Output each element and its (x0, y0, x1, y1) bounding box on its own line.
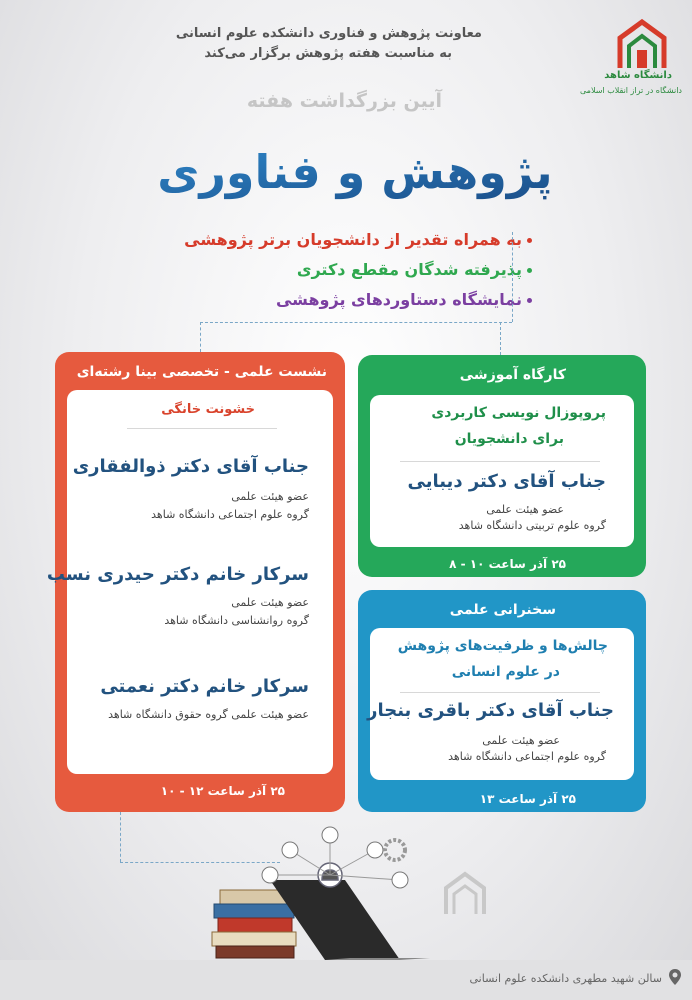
workshop-title: کارگاه آموزشی (459, 367, 566, 383)
workshop-card (370, 395, 634, 547)
bullet-dot (527, 238, 532, 243)
lecture-topic: چالش‌ها و ظرفیت‌های پژوهش (397, 638, 608, 654)
lecture-card (367, 628, 634, 780)
organizer-line: معاونت پژوهش و فناوری دانشکده علوم انسانی (175, 26, 482, 41)
speaker-role: عضو هیئت علمی (231, 596, 309, 609)
speaker-name: جناب آقای دکتر دیبایی (407, 471, 606, 492)
divider (127, 428, 277, 429)
lecture-title: سخنرانی علمی (449, 602, 556, 618)
speaker-role: عضو هیئت علمی (482, 734, 560, 747)
seminar-card (46, 390, 333, 774)
hero-title (157, 118, 553, 218)
seminar-time: ۲۵ آذر ساعت ۱۲ - ۱۰ (160, 784, 285, 798)
logo-text: دانشگاه شاهد (604, 70, 672, 81)
speaker-affiliation: گروه علوم اجتماعی دانشگاه شاهد (151, 508, 309, 521)
workshop-time: ۲۵ آذر ساعت ۱۰ - ۸ (449, 557, 566, 571)
speaker-name: سرکار خانم دکتر حیدری نسب (46, 564, 309, 585)
speaker-affiliation: گروه علوم اجتماعی دانشگاه شاهد (448, 750, 606, 763)
connector-line (200, 322, 201, 352)
seminar-title: نشست علمی - تخصصی بینا رشته‌ای (76, 364, 327, 380)
workshop-topic-line2: برای دانشجویان (454, 431, 564, 447)
speaker-name: جناب آقای دکتر باقری بنجار (367, 700, 614, 721)
lecture-topic-line2: در علوم انسانی (451, 664, 560, 680)
connector-line (500, 322, 501, 355)
gear-icon (385, 840, 405, 860)
seminar-panel (46, 352, 345, 812)
speaker-affiliation: گروه علوم تربیتی دانشگاه شاهد (458, 519, 606, 532)
speaker-role: عضو هیئت علمی گروه حقوق دانشگاه شاهد (108, 708, 309, 721)
speaker-affiliation: گروه روانشناسی دانشگاه شاهد (164, 614, 309, 627)
lecture-time: ۲۵ آذر ساعت ۱۳ (479, 792, 576, 806)
ceremony-title: آیین بزرگداشت هفته (246, 90, 442, 112)
speaker-name: جناب آقای دکتر ذوالفقاری (72, 456, 309, 477)
subline-awards: به همراه تقدیر از دانشجویان برتر پژوهشی (184, 230, 522, 249)
connector-line (512, 232, 513, 322)
university-logo-icon (612, 16, 672, 76)
bullet-dot (527, 298, 532, 303)
workshop-topic: پروپوزال نویسی کاربردی (431, 405, 606, 421)
logo-subtext: دانشگاه در تراز انقلاب اسلامی (580, 86, 682, 95)
speaker-name: سرکار خانم دکتر نعمتی (100, 676, 309, 697)
divider (400, 461, 600, 462)
books-icon (212, 890, 296, 958)
seminar-topic: خشونت خانگی (161, 402, 255, 417)
speaker-role: عضو هیئت علمی (231, 490, 309, 503)
speaker-role: عضو هیئت علمی (486, 503, 564, 516)
lecture-panel (358, 590, 646, 812)
occasion-line: به مناسبت هفته پژوهش برگزار می‌کند (204, 46, 452, 61)
subline-phd: پذیرفته شدگان مقطع دکتری (296, 260, 522, 279)
subline-exhibition: نمایشگاه دستاوردهای پژوهشی (275, 290, 522, 309)
connector-line (200, 322, 512, 323)
workshop-panel (358, 355, 646, 577)
divider (400, 692, 600, 693)
hero-title-text: پژوهش و فناوری (157, 145, 553, 199)
bullet-dot (527, 268, 532, 273)
university-logo-watermark-icon (440, 870, 490, 920)
location-text: سالن شهید مطهری دانشکده علوم انسانی (469, 972, 662, 985)
location-pin-icon (668, 968, 682, 986)
connector-line (120, 812, 121, 862)
